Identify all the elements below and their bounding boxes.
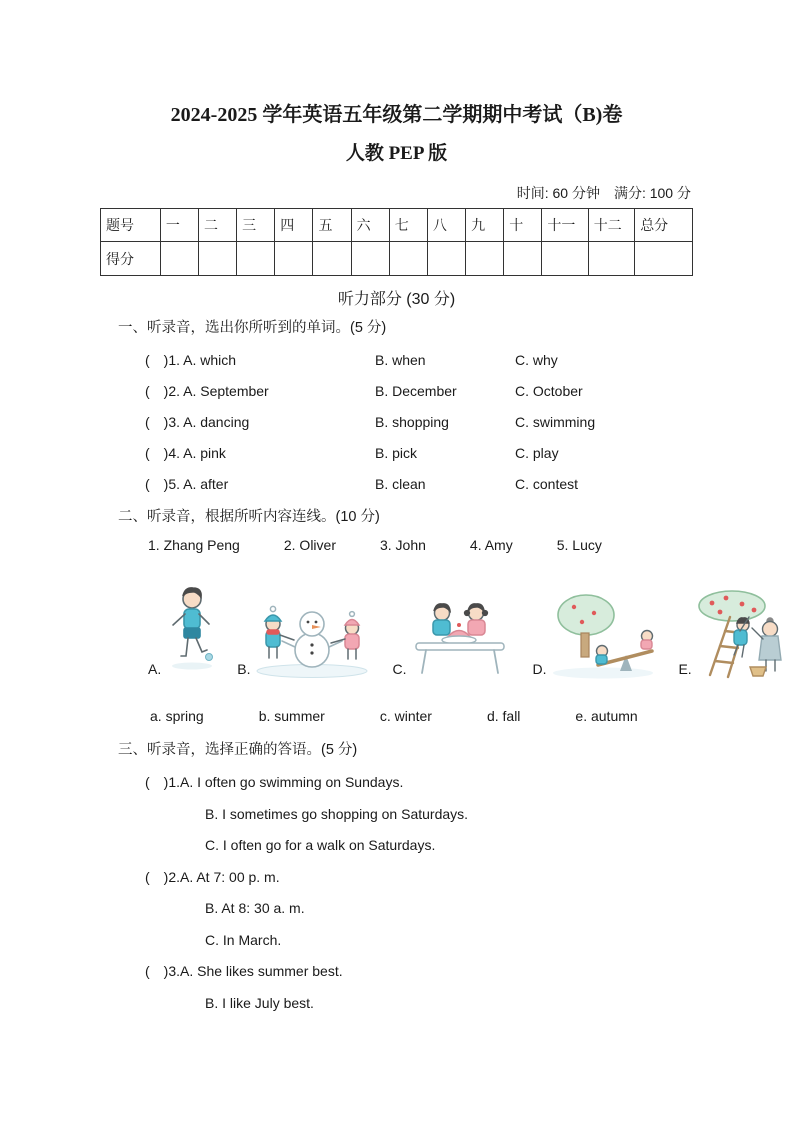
choice-a: ( )5. A. after	[145, 476, 229, 492]
choice-c: C. play	[515, 445, 559, 461]
choice-b: B. pick	[375, 445, 418, 461]
picture-letter: A.	[148, 661, 162, 677]
choice-c: C. swimming	[515, 414, 596, 430]
part3-lines	[100, 767, 693, 1019]
child-playing-illustration-icon	[165, 584, 215, 679]
part2-heading: 二、听录音，根据所听内容连线。(10 分)	[118, 509, 380, 525]
match-name: 1. Zhang Peng	[148, 537, 240, 553]
score-cell-empty	[198, 242, 236, 276]
score-table-header-cell: 六	[351, 209, 389, 242]
answer-line: B. At 8: 30 a. m.	[205, 900, 305, 916]
season-option: d. fall	[486, 708, 521, 724]
apple-picking-ladder-illustration-icon	[696, 587, 788, 679]
score-table-header-cell: 十二	[588, 209, 634, 242]
answer-line: B. I sometimes go shopping on Saturdays.	[205, 805, 469, 822]
score-cell-empty	[275, 242, 313, 276]
score-table-header-cell: 十一	[542, 209, 588, 242]
answer-line: C. I often go for a walk on Saturdays.	[205, 837, 436, 853]
score-row-label: 得分	[101, 242, 161, 276]
snowman-with-children-illustration-icon	[254, 587, 370, 679]
score-table-header-cell: 三	[237, 209, 275, 242]
score-cell-empty	[237, 242, 275, 276]
pictures-row	[148, 584, 693, 679]
listening-section-title: 听力部分 (30 分)	[337, 291, 456, 308]
part3-heading: 三、听录音，选择正确的答语。(5 分)	[118, 742, 358, 758]
score-cell-empty	[351, 242, 389, 276]
answer-line: C. In March.	[205, 931, 282, 948]
score-cell-empty	[160, 242, 198, 276]
picture-e	[678, 587, 787, 679]
score-table-header-cell: 八	[427, 209, 465, 242]
part1-item-row	[145, 438, 693, 469]
choice-a: ( )2. A. September	[145, 383, 269, 399]
answer-line: B. I like July best.	[205, 994, 314, 1011]
score-table-header-cell: 九	[466, 209, 504, 242]
choice-c: C. October	[515, 383, 583, 399]
choice-a: ( )1. A. which	[145, 352, 237, 368]
part1-items	[145, 345, 693, 500]
score-cell-empty	[466, 242, 504, 276]
picture-letter: B.	[237, 661, 251, 677]
score-table-score-row	[101, 242, 693, 276]
score-table-header-cell: 五	[313, 209, 351, 242]
score-cell-empty	[504, 242, 542, 276]
time-score-meta: 时间: 60 分钟 满分: 100 分	[516, 185, 691, 201]
picture-b	[237, 587, 370, 679]
score-table-header-cell: 十	[504, 209, 542, 242]
score-table-header-cell: 二	[198, 209, 236, 242]
choice-b: B. December	[375, 383, 457, 399]
score-table-header-cell: 总分	[635, 209, 693, 242]
score-table-header-cell: 一	[160, 209, 198, 242]
score-table-header-cell: 四	[275, 209, 313, 242]
season-option: e. autumn	[575, 708, 638, 724]
part1-item-row	[145, 376, 693, 407]
choice-a: ( )3. A. dancing	[145, 414, 250, 430]
part1-item-row	[145, 407, 693, 438]
score-cell-empty	[635, 242, 693, 276]
season-options-row	[150, 707, 693, 725]
choice-c: C. contest	[515, 476, 579, 492]
edition-subtitle: 人教 PEP 版	[345, 143, 448, 164]
part2-names-row	[148, 536, 693, 554]
score-cell-empty	[542, 242, 588, 276]
choice-c: C. why	[515, 352, 558, 368]
choice-a: ( )4. A. pink	[145, 445, 226, 461]
season-option: b. summer	[258, 708, 325, 724]
answer-line: ( )2.A. At 7: 00 p. m.	[145, 868, 280, 885]
picture-d	[532, 591, 656, 679]
picture-letter: C.	[392, 661, 407, 677]
picture-c	[392, 593, 510, 679]
part1-item-row	[145, 469, 693, 500]
choice-b: B. clean	[375, 476, 426, 492]
children-seesaw-under-tree-illustration-icon	[550, 591, 656, 679]
picture-letter: D.	[532, 661, 547, 677]
picture-letter: E.	[678, 661, 692, 677]
score-cell-empty	[313, 242, 351, 276]
picture-a	[148, 584, 215, 679]
part1-item-row	[145, 345, 693, 376]
score-cell-empty	[427, 242, 465, 276]
score-table-header-cell: 题号	[101, 209, 161, 242]
match-name: 3. John	[379, 537, 426, 553]
choice-b: B. when	[375, 352, 426, 368]
score-table	[100, 208, 693, 276]
page-title: 2024-2025 学年英语五年级第二学期期中考试（B)卷	[170, 104, 623, 126]
score-cell-empty	[389, 242, 427, 276]
answer-line: ( )3.A. She likes summer best.	[145, 963, 343, 979]
score-table-header-row	[101, 209, 693, 242]
answer-line: ( )1.A. I often go swimming on Sundays.	[145, 774, 404, 790]
score-cell-empty	[588, 242, 634, 276]
choice-b: B. shopping	[375, 414, 449, 430]
part1-heading: 一、听录音，选出你所听到的单词。(5 分)	[118, 320, 387, 336]
season-option: a. spring	[150, 708, 204, 724]
match-name: 4. Amy	[469, 537, 513, 553]
score-table-header-cell: 七	[389, 209, 427, 242]
children-at-table-illustration-icon	[410, 593, 510, 679]
match-name: 2. Oliver	[283, 537, 336, 553]
season-option: c. winter	[379, 708, 432, 724]
match-name: 5. Lucy	[556, 537, 602, 553]
